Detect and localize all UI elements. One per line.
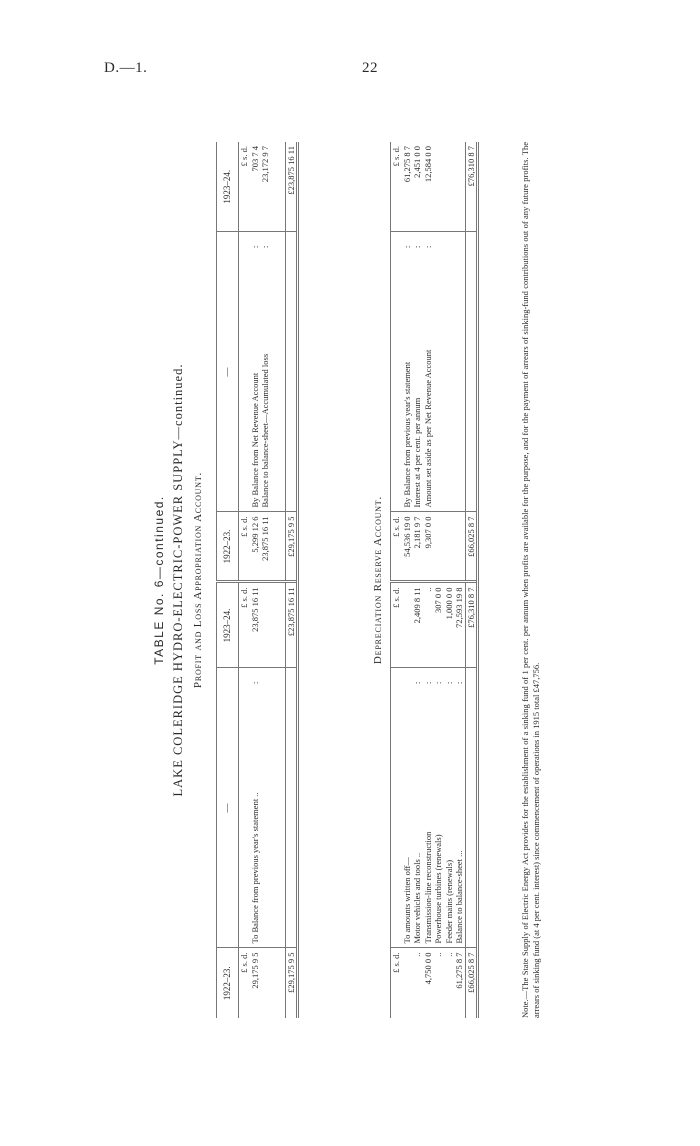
dep-row [402, 142, 413, 1018]
amount: 1,000 0 0 [444, 582, 455, 668]
pl-total-row [285, 142, 298, 1018]
page-number: 22 [362, 60, 378, 76]
amount: 4,750 0 0 [422, 952, 433, 985]
item-label: To Balance from previous year's statement .. [250, 688, 261, 948]
lsd-label: £ s. d. [239, 952, 249, 973]
depreciation-table [390, 142, 479, 1018]
total-amount: £29,175 9 5 [285, 512, 298, 582]
pl-lsd-row [239, 142, 250, 1018]
footnote: Note.—The State Supply of Electric Energy Act provides for the establishment of a sinking fund of 1 per cent. per annum when profits are available for the purpose, and for the payment of arrears of sinking-fund contributions out of any future profits. The arrears of sinking fund (at 4 per cent. interest) since commencement of operations in 1915 total £47,756. [520, 142, 541, 1018]
total-amount: £29,175 9 5 [285, 948, 298, 1018]
dep-row [423, 142, 434, 1018]
pl-row [250, 142, 261, 1018]
amount: 703 7 4 [250, 142, 261, 232]
pl-right-year2-header: 1923–24. [217, 142, 239, 232]
item-label: Powerhouse turbines (renewals) [433, 688, 444, 948]
leader-dots: : [249, 245, 260, 248]
amount: .. [412, 952, 422, 957]
dep-row [433, 142, 444, 1018]
total-amount: £23,875 16 11 [285, 582, 298, 668]
amount: 307 0 0 [433, 582, 444, 668]
amount: .. [423, 582, 434, 668]
lsd-label: £ s. d. [391, 142, 402, 232]
main-title: LAKE COLERIDGE HYDRO-ELECTRIC-POWER SUPPLY—continued. [171, 363, 185, 797]
leader-dots: : [412, 245, 422, 248]
dep-lsd-row [391, 142, 402, 1018]
page-reference: D.—1. [104, 60, 148, 76]
item-label: Motor vehicles and tools .. [412, 688, 423, 948]
pl-right-year1-header: 1922–23. [217, 512, 239, 582]
amount: 54,536 19 0 [402, 512, 413, 582]
leader-dots: : [433, 681, 443, 684]
pl-left-year1-header: 1922–23. [217, 948, 239, 1018]
amount: 2,409 8 11 [412, 582, 423, 668]
amount: .. [433, 952, 443, 957]
dep-row [412, 142, 423, 1018]
amount: 72,593 19 8 [454, 582, 465, 668]
leader-dots [402, 668, 413, 688]
total-amount: £66,025 8 7 [465, 948, 478, 1018]
item-label: Balance to balance-sheet ... [454, 688, 465, 948]
amount: 12,584 0 0 [423, 142, 434, 232]
item-label: Balance to balance-sheet—Accumulated loss [260, 252, 271, 512]
amount: 23,172 9 7 [260, 142, 271, 232]
leader-dots: : [260, 245, 270, 248]
pl-account-title: Profit and Loss Appropriation Account. [192, 471, 204, 689]
total-amount: £76,310 8 7 [465, 582, 478, 668]
leader-dots: : [422, 245, 433, 248]
amount: 61,275 8 7 [454, 952, 464, 989]
amount: 2,181 9 7 [412, 512, 423, 582]
leader-dots: : [454, 681, 464, 684]
pl-right-desc-header: — [217, 232, 239, 512]
amount: 5,299 12 6 [250, 512, 261, 582]
amount: 61,275 8 7 [402, 142, 413, 232]
lsd-label: £ s. d. [391, 952, 401, 973]
leader-dots: : [249, 681, 260, 684]
dep-total-row [465, 142, 478, 1018]
total-amount: £23,875 16 11 [285, 142, 298, 232]
pl-row [260, 142, 271, 1018]
profit-loss-table [216, 142, 299, 1018]
item-label: By Balance from previous year's statement [402, 252, 413, 512]
amount [402, 582, 413, 668]
amount: 23,875 16 11 [250, 582, 261, 668]
item-label: Interest at 4 per cent. per annum [412, 252, 423, 512]
leader-dots: : [422, 681, 433, 684]
table-number-title: TABLE No. 6—continued. [152, 495, 166, 665]
dep-account-title: Depreciation Reserve Account. [372, 495, 384, 665]
amount: .. [443, 952, 454, 957]
dep-row [454, 142, 465, 1018]
dep-row [444, 142, 455, 1018]
leader-dots: : [443, 681, 454, 684]
total-amount: £76,310 8 7 [465, 142, 478, 232]
pl-left-year2-header: 1923–24. [217, 582, 239, 668]
lsd-label: £ s. d. [239, 512, 250, 582]
lsd-label: £ s. d. [239, 582, 250, 668]
item-label: Feeder mains (renewals) [444, 688, 455, 948]
rotated-table-content [120, 120, 580, 1040]
item-label: Transmission-line reconstruction [423, 688, 434, 948]
lsd-label: £ s. d. [239, 142, 250, 232]
item-label: By Balance from Net Revenue Account [250, 252, 261, 512]
item-label: Amount set aside as per Net Revenue Account [423, 252, 434, 512]
item-label: To amounts written off— [402, 688, 413, 948]
amount: 9,307 0 0 [423, 512, 434, 582]
amount: 29,175 9 5 [249, 952, 260, 989]
pl-left-desc-header: — [217, 668, 239, 948]
amount: 23,875 16 11 [260, 512, 271, 582]
amount [402, 948, 413, 1018]
amount: 2,451 0 0 [412, 142, 423, 232]
total-amount: £66,025 8 7 [465, 512, 478, 582]
lsd-label: £ s. d. [391, 582, 402, 668]
leader-dots: : [412, 681, 422, 684]
pl-header-row [217, 142, 239, 1018]
lsd-label: £ s. d. [391, 512, 402, 582]
leader-dots: : [401, 245, 412, 248]
